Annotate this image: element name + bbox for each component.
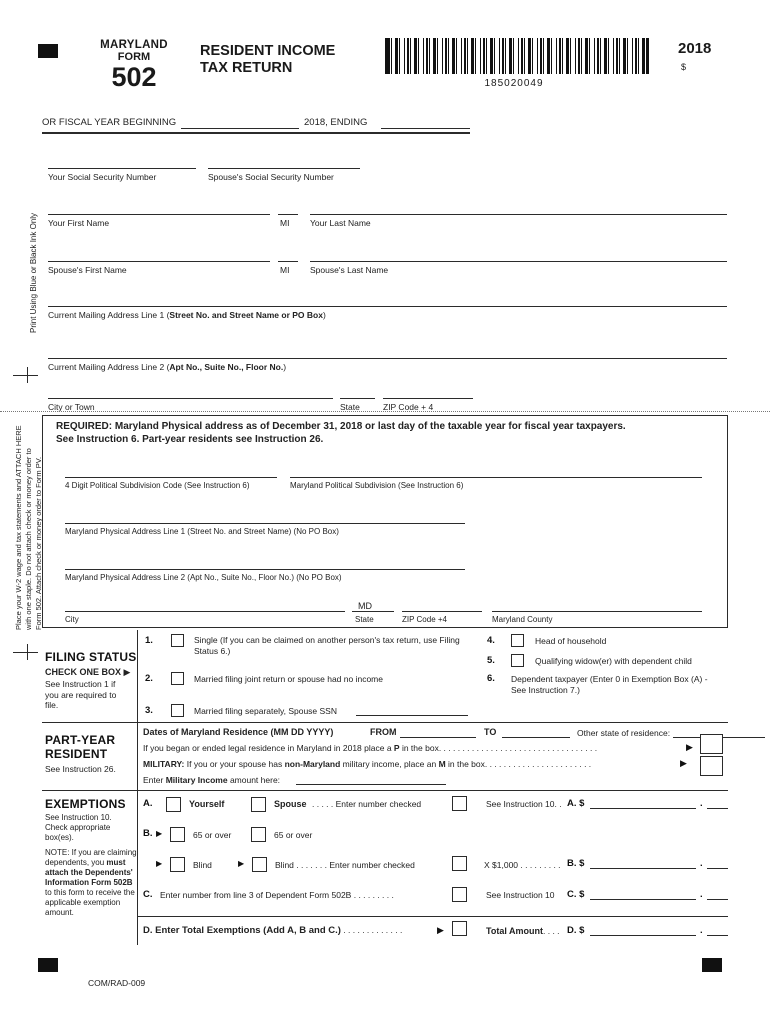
part-year-title-line1: PART-YEAR [45,733,116,747]
m-letter: M [438,759,446,769]
spouse-blind-label: Blind [275,860,294,870]
filing-item2-num: 2. [145,673,153,684]
form-number: 502 [111,62,157,92]
a-number-checked-box[interactable] [452,796,467,811]
filing-status-2-checkbox[interactable] [171,672,184,685]
military-row [143,759,677,769]
p-in-box-row [143,743,683,753]
mailing-address2-label-suffix: ) [283,362,287,372]
fiscal-begin-field[interactable] [181,128,299,129]
d-decimal-point: . [700,925,703,936]
b-x-1000-label: X $1,000 [484,860,519,870]
form-identity-block [84,39,184,91]
physical-address1-label: Maryland Physical Address Line 1 (Street No. and Street Name) (No PO Box) [65,527,339,536]
spouse-label: Spouse [274,799,307,809]
self-blind-label: Blind [193,860,212,870]
mailing-address2-field[interactable] [48,358,727,359]
b-amount-field[interactable] [590,868,696,869]
residence-from-field[interactable] [400,737,476,738]
fiscal-end-field[interactable] [381,128,470,129]
a-see-instruction: See Instruction 10. . [486,799,562,809]
part-year-title-line2: RESIDENT [45,747,108,761]
physical-address2-label: Maryland Physical Address Line 2 (Apt No., Suite No., Floor No.) (No PO Box) [65,573,342,582]
attach-note-line1: Place your W-2 wage and tax statements and ATTACH HERE [14,425,23,630]
military-income-field[interactable] [296,784,446,785]
city-label: City or Town [48,402,95,412]
total-amount-row [486,926,566,936]
c-text-row [160,890,450,900]
first-name-field[interactable] [48,214,270,215]
fiscal-begin-label: OR FISCAL YEAR BEGINNING [42,117,177,128]
tax-year: 2018 [678,40,712,57]
spouse-first-name-field[interactable] [48,261,270,262]
attach-note-line3: Form 502. Attach check or money order to Form PV. [34,456,43,630]
spouse-last-name-field[interactable] [310,261,727,262]
subdivision-name-label: Maryland Political Subdivision (See Instruction 6) [290,481,464,490]
exemptions-see-note: See Instruction 10. Check appropriate box(es). [45,813,112,842]
physical-zip-field[interactable] [402,611,482,612]
d-dots: . . . . . . . . . . . . . [340,925,403,935]
filing-item1-label: Single (If you can be claimed on another person's tax return, use Filing Status 6.) [194,635,460,656]
subdivision-code-field[interactable] [65,477,277,478]
spouse-65-checkbox[interactable] [251,827,266,842]
section-divider-2 [42,790,728,791]
exemptions-note-bold1: must attach [45,858,126,877]
military-income-text1: Enter [143,775,166,785]
check-one-arrow-icon: ▶ [123,667,131,677]
fiscal-end-label: 2018, ENDING [304,117,368,128]
physical-address1-field[interactable] [65,523,465,524]
exemption-c-num: C. [143,889,153,900]
p-residence-checkbox[interactable] [700,734,723,754]
zip-label: ZIP Code + 4 [383,402,434,412]
section-divider-1 [42,722,728,723]
a-enter-number-label: Enter number checked [335,799,422,809]
filing-item3-num: 3. [145,705,153,716]
mailing-address2-label [48,362,286,372]
filing-item1-num: 1. [145,635,153,646]
dates-of-residence-label: Dates of Maryland Residence (MM DD YYYY) [143,727,334,737]
d-amount-field[interactable] [590,935,696,936]
b-multiplier-row [484,860,564,870]
c-dots: . . . . . . . . . [351,890,394,900]
registration-mark-bottom-right [702,958,722,972]
b-dots: . . . . . . . . . [518,860,561,870]
self-65-label: 65 or over [193,830,232,840]
military-income-label [143,775,280,785]
a-amount-field[interactable] [590,808,696,809]
last-name-label: Your Last Name [310,218,371,228]
spouse-65-label: 65 or over [274,830,313,840]
crop-mark-2-v [27,644,28,660]
exemption-b-num: B. [143,828,153,839]
physical-zip-label: ZIP Code +4 [402,615,447,624]
mailing-address2-label-bold: Apt No., Suite No., Floor No. [169,362,284,372]
required-heading [56,421,626,433]
filing-status-title: FILING STATUS [45,650,137,664]
military-text1: If you or your spouse has [184,759,285,769]
a-dots: . . . . . [312,799,336,809]
military-bold: non-Maryland [284,759,341,769]
filing-item5-label: Qualifying widow(er) with dependent child [535,656,692,666]
spouse-ssn-separate-field[interactable] [356,715,468,716]
c-see-instruction: See Instruction 10 [486,890,555,900]
p-row-text: If you began or ended legal residence in Maryland in 2018 place a [143,743,394,753]
military-income-text2: amount here: [227,775,281,785]
spouse-mi-field[interactable] [278,261,298,262]
residence-to-field[interactable] [502,737,570,738]
crop-mark-1-v [27,367,28,383]
spouse-ssn-label: Spouse's Social Security Number [208,172,334,182]
a-decimal-point: . [700,798,703,809]
c-label: Enter number from line 3 of Dependent Form 502B [160,890,352,900]
d-total-exemptions-box[interactable] [452,921,467,936]
registration-mark-bottom-left [38,958,58,972]
mailing-address1-field[interactable] [48,306,727,307]
p-arrow-icon: ▶ [686,742,693,752]
crop-mark-1-h [13,375,38,376]
attach-note-line2: with one staple. Do not attach check or money order to [24,448,33,630]
spouse-first-name-label: Spouse's First Name [48,265,127,275]
ssn-label: Your Social Security Number [48,172,157,182]
blind-arrow-icon-1: ▶ [156,859,163,868]
mailing-address2-label-prefix: Current Mailing Address Line 2 ( [48,362,170,372]
d-arrow-icon: ▶ [437,925,444,935]
military-text2: military income, place an [340,759,439,769]
check-one-box-label [45,667,130,678]
c-amount-field[interactable] [590,899,696,900]
exemptions-note-text3: to this form to receive the applicable exemption amount. [45,888,135,917]
form-title-line1: RESIDENT INCOME [200,43,336,59]
form-word: FORM [117,51,151,63]
total-dots: . . . . [543,926,560,936]
total-amount-label: Total Amount [486,926,543,936]
state-name: MARYLAND [100,39,168,51]
to-label: TO [484,727,497,737]
filing-item5-num: 5. [487,655,495,666]
required-heading-bold: REQUIRED: [56,421,113,432]
spouse-checkbox[interactable] [251,797,266,812]
spouse-blind-checkbox[interactable] [252,857,267,872]
d-amount-label: D. $ [567,925,585,936]
military-income-bold: Military Income [165,775,228,785]
subdivision-code-label: 4 Digit Political Subdivision Code (See Instruction 6) [65,481,250,490]
d-text-row [143,925,435,936]
spouse-ssn-field[interactable] [208,168,360,169]
exemptions-note-bold2: the Dependents' Information Form 502B [45,868,133,887]
physical-address2-field[interactable] [65,569,465,570]
exemptions-note-text1: NOTE: If you are claiming dependents, you [45,848,137,867]
mailing-address1-label-prefix: Current Mailing Address Line 1 ( [48,310,170,320]
physical-state-field[interactable] [352,611,394,612]
military-label: MILITARY: [143,759,185,769]
required-address-box [42,415,728,628]
filing-item3-label: Married filing separately, Spouse SSN [194,706,337,716]
county-field[interactable] [492,611,702,612]
physical-city-label: City [65,615,79,624]
registration-mark-top-left [38,44,58,58]
self-65-checkbox[interactable] [170,827,185,842]
physical-state-label: State [355,615,374,624]
d-label: D. Enter Total Exemptions (Add A, B and C.) [143,925,341,936]
last-name-field[interactable] [310,214,727,215]
exemptions-note [45,848,137,918]
filing-item2-label: Married filing joint return or spouse had no income [194,674,383,684]
blind-dots: . . . . . . . [293,860,330,870]
spouse-mi-label: MI [280,265,290,275]
form-title [200,43,335,76]
blind-enter-number-label: Enter number checked [329,860,415,870]
filing-item4-label: Head of household [535,636,607,646]
d-cents-field[interactable] [707,935,728,936]
yourself-checkbox[interactable] [166,797,181,812]
c-decimal-point: . [700,889,703,900]
military-dots: . . . . . . . . . . . . . . . . . . . . . . [489,759,592,769]
perforation-line [0,411,770,412]
p-letter: P [393,743,400,753]
c-cents-field[interactable] [707,899,728,900]
section-divider-vertical [137,630,138,945]
filing-item6-num: 6. [487,673,495,684]
print-ink-note: Print Using Blue or Black Ink Only [29,212,38,333]
military-text3: in the box. [445,759,490,769]
subdivision-name-field[interactable] [290,477,702,478]
c-amount-label: C. $ [567,889,585,900]
blind-arrow-icon-2: ▶ [238,859,245,868]
m-arrow-icon: ▶ [680,758,687,768]
mailing-address1-label-bold: Street No. and Street Name or PO Box [169,310,323,320]
m-military-checkbox[interactable] [700,756,723,776]
form-title-line2: TAX RETURN [200,59,293,76]
d-row-divider [137,916,728,917]
first-name-label: Your First Name [48,218,110,228]
p-row-dots: . . . . . . . . . . . . . . . . . . . . . . . . . . . . . . . . . [443,743,598,753]
check-one-box-text: CHECK ONE BOX [45,667,124,677]
filing-status-4-checkbox[interactable] [511,634,524,647]
filing-item6-label: Dependent taxpayer (Enter 0 in Exemption Box (A) - See Instruction 7.) [511,674,708,695]
zip-field[interactable] [383,398,473,399]
filing-status-5-checkbox[interactable] [511,654,524,667]
ssn-field[interactable] [48,168,196,169]
blind-enter-number-row [275,860,450,870]
state-label: State [340,402,360,412]
physical-city-field[interactable] [65,611,345,612]
b-arrow-icon-1: ▶ [156,829,163,838]
county-label: Maryland County [492,615,553,624]
mi-label: MI [280,218,290,228]
barcode [385,38,649,74]
filing-status-1-checkbox[interactable] [171,634,184,647]
filing-see-note: See Instruction 1 if you are required to file. [45,679,117,711]
dollar-sign: $ [681,62,687,72]
crop-mark-2-h [13,652,38,653]
self-blind-checkbox[interactable] [170,857,185,872]
b-cents-field[interactable] [707,868,728,869]
a-amount-label: A. $ [567,798,585,809]
a-cents-field[interactable] [707,808,728,809]
state-field[interactable] [340,398,375,399]
state-prefill-value: MD [358,601,372,611]
b-number-checked-box[interactable] [452,856,467,871]
exemptions-title: EXEMPTIONS [45,797,126,811]
b-amount-label: B. $ [567,858,585,869]
required-heading-line2: See Instruction 6. Part-year residents see Instruction 26. [56,434,324,445]
mailing-address1-label [48,310,326,320]
part-year-see-note: See Instruction 26. [45,764,116,774]
c-number-box[interactable] [452,887,467,902]
mailing-address1-label-suffix: ) [322,310,326,320]
spouse-last-name-label: Spouse's Last Name [310,265,389,275]
header-rule [42,132,470,134]
filing-status-3-checkbox[interactable] [171,704,184,717]
other-state-label: Other state of residence: [577,728,671,738]
yourself-label: Yourself [189,799,225,809]
filing-item4-num: 4. [487,635,495,646]
required-heading-rest: Maryland Physical address as of December 31, 2018 or last day of the taxable year for fiscal year taxpayers. [112,421,626,432]
mi-field[interactable] [278,214,298,215]
p-row-text2: in the box. [399,743,444,753]
from-label: FROM [370,727,397,737]
a-enter-number-row [312,799,450,809]
exemption-a-num: A. [143,798,153,809]
b-decimal-point: . [700,858,703,869]
form-code: COM/RAD-009 [88,978,146,988]
barcode-number: 185020049 [484,78,544,89]
city-field[interactable] [48,398,333,399]
